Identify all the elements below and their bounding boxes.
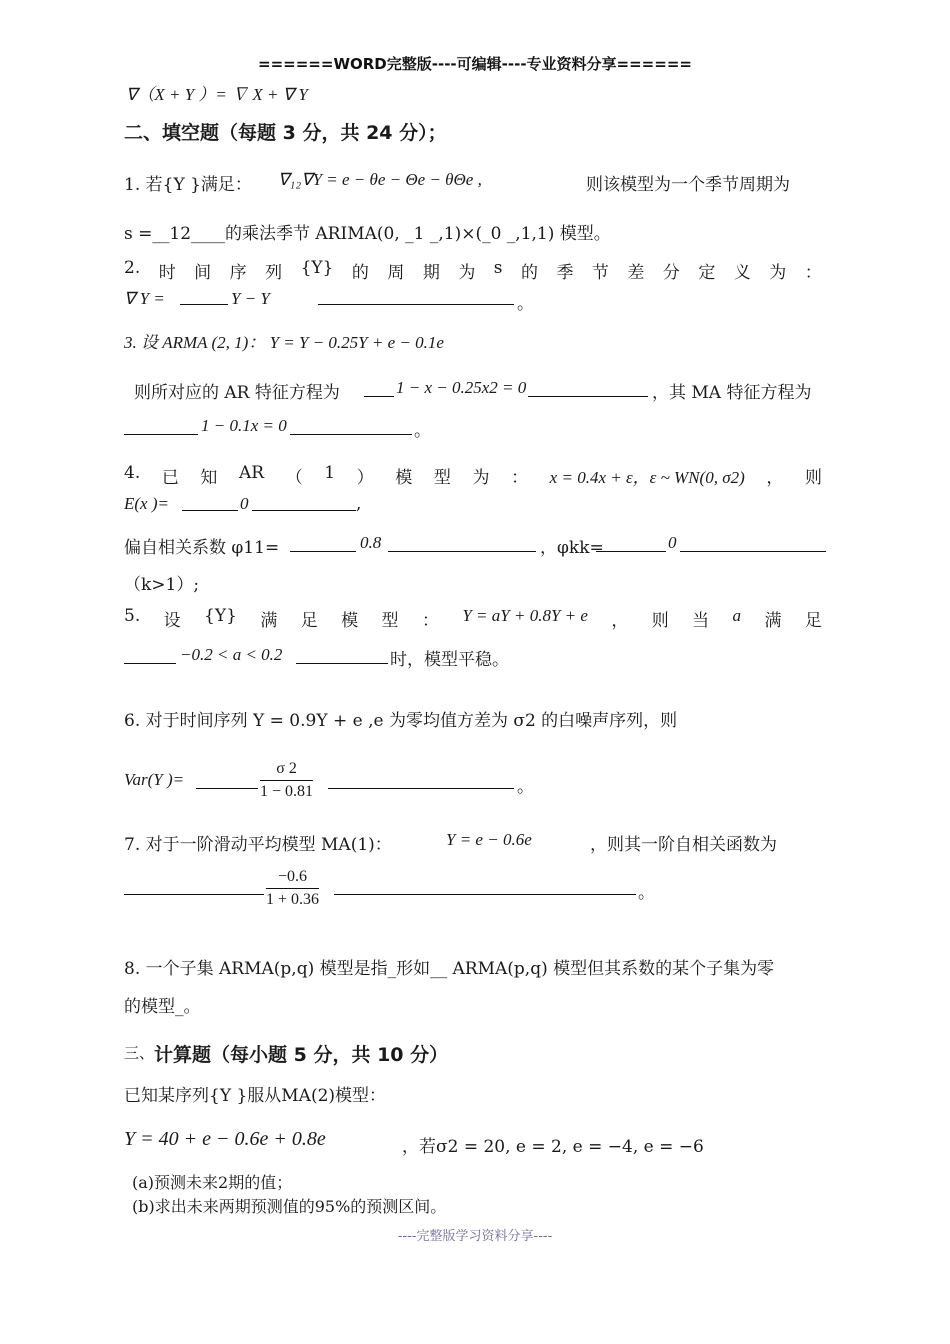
q4-blank-b xyxy=(252,510,356,511)
q4-word: 已 xyxy=(161,468,179,488)
q4-line2-prefix: E(x )= xyxy=(124,494,169,513)
q7-denominator: 1 + 0.36 xyxy=(266,891,320,908)
q3-line1: 3. 设 ARMA (2, 1)： Y = Y − 0.25Y + e − 0.1e xyxy=(124,333,444,352)
q4-pacfk-answer: 0 xyxy=(668,533,677,552)
q5-word: 型 xyxy=(381,611,399,631)
q7-fraction xyxy=(266,868,319,909)
q8-line1: 8. 一个子集 ARMA(p,q) 模型是指_形如__ ARMA(p,q) 模型但其系数的某个子集为零 xyxy=(124,959,775,979)
q2-word: 序 xyxy=(229,263,247,283)
q6-line2-end: 。 xyxy=(517,777,534,797)
q4-word: 1 xyxy=(324,463,336,483)
footer: ----完整版学习资料分享---- xyxy=(397,1229,553,1244)
q2-word: 义 xyxy=(733,263,751,283)
q3-blank-a xyxy=(364,396,394,397)
q5-word: 5. xyxy=(124,606,141,626)
q2-word: 时 xyxy=(158,263,176,283)
q5-word: 满 xyxy=(260,611,278,631)
q3-line2-prefix: 则所对应的 AR 特征方程为 xyxy=(134,383,340,403)
q5-blank-a xyxy=(124,663,176,664)
q8-line2: 的模型_。 xyxy=(124,997,201,1017)
q7-line1-prefix: 7. 对于一阶滑动平均模型 MA(1)： xyxy=(124,835,392,855)
q2-word: 间 xyxy=(194,263,212,283)
q4-word: （ xyxy=(285,468,303,488)
q4-mean-answer: 0 xyxy=(240,494,249,513)
q4-pacf1-answer: 0.8 xyxy=(360,533,382,552)
q4-blank-f xyxy=(680,551,826,552)
section3-part-a: (a)预测未来2期的值； xyxy=(132,1173,293,1192)
q4-blank-d xyxy=(388,551,536,552)
q7-numerator: −0.6 xyxy=(266,868,319,889)
q6-denominator: 1 − 0.81 xyxy=(260,783,314,800)
q4-word: ： xyxy=(511,468,529,488)
q4-blank-a xyxy=(182,510,238,511)
q2-word: 为 xyxy=(458,263,476,283)
q4-word: 为 xyxy=(472,468,490,488)
q5-blank-b xyxy=(296,663,388,664)
q5-word: 足 xyxy=(300,611,318,631)
q2-word: 定 xyxy=(698,263,716,283)
q2-word: 差 xyxy=(627,263,645,283)
q5-word: 满 xyxy=(764,611,782,631)
q4-line3-mid: ，φkk= xyxy=(540,538,604,558)
q2-word: 列 xyxy=(265,263,283,283)
q2-word: 节 xyxy=(591,263,609,283)
q2-line2-end: 。 xyxy=(517,294,534,314)
q3-blank-b xyxy=(528,396,648,397)
q5-word: 足 xyxy=(804,611,822,631)
top-formula: ∇（X + Y ）= ∇ X + ∇ Y xyxy=(126,85,308,104)
section3-intro: 已知某序列{Y }服从MA(2)模型： xyxy=(124,1086,387,1106)
q5-word: 当 xyxy=(692,611,710,631)
q1-line1-suffix: 则该模型为一个季节周期为 xyxy=(586,175,790,195)
q6-blank-b xyxy=(328,788,514,789)
q5-line1 xyxy=(124,606,822,631)
q5-word: {Y} xyxy=(204,606,237,626)
q7-line2-end: 。 xyxy=(638,883,655,903)
q4-line4: （k>1）; xyxy=(124,575,200,595)
q5-formula: Y = aY + 0.8Y + e xyxy=(462,606,588,625)
q2-blank-right xyxy=(318,304,514,305)
q1-line1-prefix: 1. 若{Y }满足： xyxy=(124,175,252,195)
q4-word: ， xyxy=(766,468,784,488)
q7-blank-a xyxy=(124,894,264,895)
q4-formula: x = 0.4x + ε，ε ~ WN(0, σ2) xyxy=(549,468,745,487)
q2-word: ： xyxy=(804,263,822,283)
q5-word: a xyxy=(732,606,742,625)
q4-word: ） xyxy=(356,468,374,488)
q4-blank-e xyxy=(596,551,666,552)
q4-line1 xyxy=(124,463,822,488)
q7-line1-formula: Y = e − 0.6e xyxy=(446,830,532,849)
q5-word: 模 xyxy=(341,611,359,631)
q4-line2-end: , xyxy=(356,494,362,514)
q5-word: 设 xyxy=(163,611,181,631)
q5-word: ， xyxy=(611,611,629,631)
q2-word: 2. xyxy=(124,258,141,278)
section3-heading: 计算题（每小题 5 分，共 10 分） xyxy=(154,1044,449,1066)
q4-word: AR xyxy=(239,463,265,483)
q4-line3-prefix: 偏自相关系数 φ11= xyxy=(124,538,280,558)
q4-blank-c xyxy=(290,551,356,552)
q2-word: 的 xyxy=(520,263,538,283)
q5-line2-suffix: 时，模型平稳。 xyxy=(390,650,509,670)
q2-word: 周 xyxy=(387,263,405,283)
q4-word: 知 xyxy=(200,468,218,488)
q7-line1-suffix: ，则其一阶自相关函数为 xyxy=(590,835,777,855)
q6-line1: 6. 对于时间序列 Y = 0.9Y + e ,e 为零均值方差为 σ2 的白噪声序列，则 xyxy=(124,711,678,731)
q2-word: {Y} xyxy=(300,258,334,278)
q3-ma-answer: 1 − 0.1x = 0 xyxy=(201,416,287,435)
q4-word: 型 xyxy=(433,468,451,488)
section3-condition: ，若σ2 = 20, e = 2, e = −4, e = −6 xyxy=(402,1137,704,1157)
q2-blank-left xyxy=(180,304,228,305)
q6-line2-prefix: Var(Y )= xyxy=(124,770,185,789)
q6-fraction xyxy=(260,760,313,801)
section2-heading: 二、填空题（每题 3 分，共 24 分）； xyxy=(124,122,447,144)
q1-line2: s =__12____的乘法季节 ARIMA(0, _1 _,1)×(_0 _,1,1) 模型。 xyxy=(124,224,611,244)
q5-word: 则 xyxy=(651,611,669,631)
q7-blank-b xyxy=(334,894,636,895)
q2-word: 季 xyxy=(556,263,574,283)
section3-heading-prefix: 三、 xyxy=(124,1044,155,1062)
q2-line1 xyxy=(124,258,822,283)
q2-word: 期 xyxy=(422,263,440,283)
q5-word: ： xyxy=(421,611,439,631)
section3-formula: Y = 40 + e − 0.6e + 0.8e xyxy=(124,1128,326,1150)
q2-word: 为 xyxy=(769,263,787,283)
header-banner: ======WORD完整版----可编辑----专业资料分享====== xyxy=(258,55,692,73)
q4-word: 则 xyxy=(804,468,822,488)
q4-word: 4. xyxy=(124,463,141,483)
q6-numerator: σ 2 xyxy=(260,760,313,781)
q5-answer: −0.2 < a < 0.2 xyxy=(180,645,283,664)
q3-line2-suffix: ，其 MA 特征方程为 xyxy=(652,383,812,403)
q4-word: 模 xyxy=(395,468,413,488)
q6-blank-a xyxy=(196,788,258,789)
q2-word: 的 xyxy=(351,263,369,283)
q3-ar-answer: 1 − x − 0.25x2 = 0 xyxy=(396,378,527,397)
section3-part-b: (b)求出未来两期预测值的95%的预测区间。 xyxy=(132,1197,447,1216)
q2-word: s xyxy=(493,258,503,278)
q2-line2-prefix: ∇ Y = xyxy=(124,289,165,308)
q3-line3-end: 。 xyxy=(414,421,431,441)
q3-blank-c xyxy=(124,434,198,435)
q2-word: 分 xyxy=(662,263,680,283)
q2-answer: Y − Y xyxy=(231,289,270,308)
q3-blank-d xyxy=(290,434,412,435)
q1-line1-formula: ∇₁₂∇Y = e − θe − Θe − θΘe , xyxy=(278,170,482,189)
